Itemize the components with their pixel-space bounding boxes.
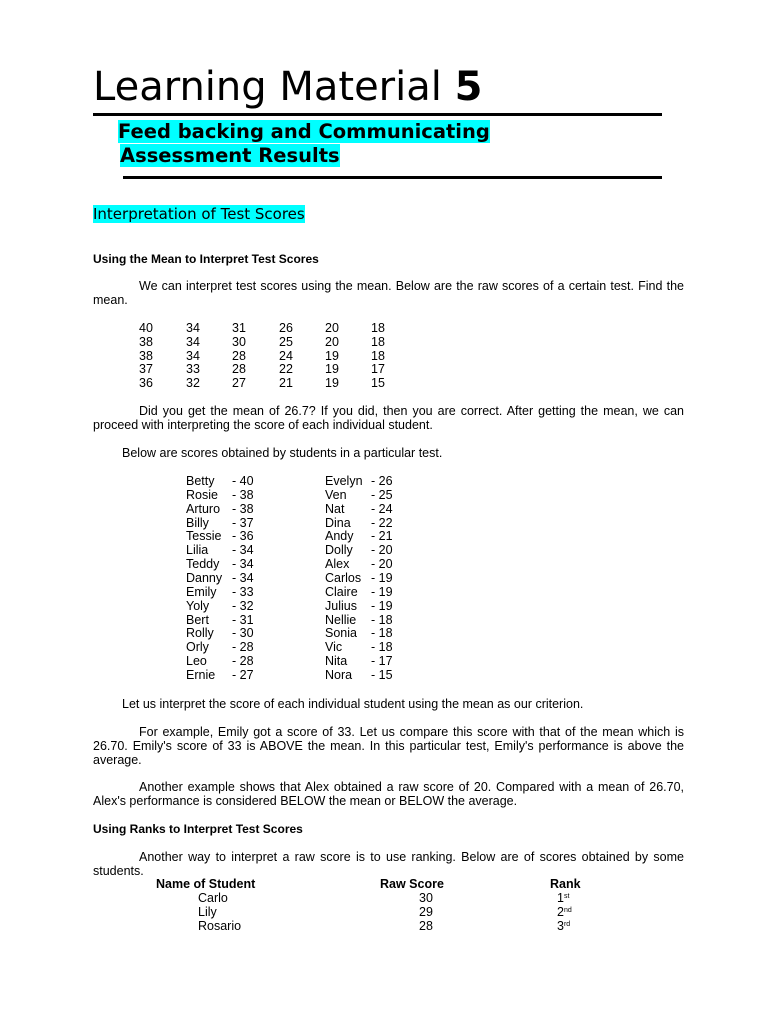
student-name: Nellie — [325, 612, 357, 627]
raw-score-cell: 38 — [139, 334, 153, 349]
raw-score-cell: 37 — [139, 362, 153, 377]
student-score: - 37 — [232, 515, 254, 530]
raw-score-cell: 21 — [279, 376, 293, 391]
mean-intro: We can interpret test scores using the mean. Below are the raw scores of a certain test. Find the mean. — [93, 279, 684, 307]
raw-score-cell: 38 — [139, 348, 153, 363]
student-name: Orly — [186, 640, 209, 655]
raw-score-cell: 34 — [186, 334, 200, 349]
rank-row-score: 28 — [419, 919, 433, 933]
raw-score-cell: 34 — [186, 321, 200, 335]
column-header-rank: Rank — [550, 877, 581, 891]
raw-score-cell: 22 — [279, 362, 293, 377]
raw-score-cell: 18 — [371, 321, 385, 335]
rank-number: 3 — [557, 919, 564, 933]
raw-score-cell: 32 — [186, 376, 200, 391]
raw-score-cell: 25 — [279, 334, 293, 349]
subtitle-rule — [123, 176, 662, 179]
student-name: Teddy — [186, 557, 220, 572]
mean-heading: Using the Mean to Interpret Test Scores — [93, 252, 319, 266]
student-score: - 34 — [232, 570, 254, 585]
student-score: - 24 — [371, 501, 393, 516]
student-name: Billy — [186, 515, 209, 530]
raw-score-cell: 30 — [232, 334, 246, 349]
rank-heading: Using Ranks to Interpret Test Scores — [93, 822, 303, 836]
raw-score-cell: 28 — [232, 348, 246, 363]
rank-row-name: Carlo — [198, 891, 228, 905]
raw-score-cell: 18 — [371, 334, 385, 349]
column-header-score: Raw Score — [380, 877, 444, 891]
page-title: Learning Material 5 — [93, 64, 483, 110]
student-score: - 19 — [371, 570, 393, 585]
rank-suffix: nd — [563, 907, 572, 914]
student-score: - 15 — [371, 667, 393, 682]
student-score: - 34 — [232, 543, 254, 558]
raw-score-cell: 19 — [325, 376, 339, 391]
student-score: - 31 — [232, 612, 254, 627]
student-score: - 28 — [232, 654, 254, 669]
student-score: - 34 — [232, 557, 254, 572]
student-score: - 33 — [232, 584, 254, 599]
raw-score-cell: 26 — [279, 321, 293, 335]
student-name: Carlos — [325, 570, 362, 585]
subtitle-line-2: Assessment Results — [120, 143, 340, 167]
student-score: - 32 — [232, 598, 254, 613]
student-score: - 17 — [371, 654, 393, 669]
student-name: Sonia — [325, 626, 357, 641]
example-emily: For example, Emily got a score of 33. Let us compare this score with that of the mean which is 26.70. Emily's score of 33 is ABOVE the mean. In this particular test, Emily's performance is above the average. — [93, 725, 684, 767]
rank-suffix: st — [563, 893, 570, 900]
rank-suffix: rd — [563, 921, 571, 928]
student-score: - 18 — [371, 626, 393, 641]
student-name: Emily — [186, 584, 217, 599]
student-name: Rolly — [186, 626, 214, 641]
student-name: Nita — [325, 654, 348, 669]
student-score: - 19 — [371, 584, 393, 599]
student-score: - 20 — [371, 557, 393, 572]
student-name: Vic — [325, 640, 343, 655]
raw-score-cell: 17 — [371, 362, 385, 377]
students-intro: Below are scores obtained by students in a particular test. — [122, 446, 443, 460]
raw-score-cell: 33 — [186, 362, 200, 377]
rank-row-score: 29 — [419, 905, 433, 919]
student-name: Ven — [325, 487, 347, 502]
rank-number: 1 — [557, 891, 564, 905]
rank-number: 2 — [557, 905, 564, 919]
student-name: Andy — [325, 529, 354, 544]
student-score: - 19 — [371, 598, 393, 613]
student-name: Dolly — [325, 543, 353, 558]
student-name: Leo — [186, 654, 207, 669]
student-score: - 27 — [232, 667, 254, 682]
student-name: Rosie — [186, 487, 218, 502]
student-score: - 25 — [371, 487, 393, 502]
raw-score-cell: 27 — [232, 376, 246, 391]
student-name: Julius — [325, 598, 357, 613]
student-score: - 38 — [232, 487, 254, 502]
rank-row-score: 30 — [419, 891, 433, 905]
student-name: Danny — [186, 570, 223, 585]
student-name: Nat — [325, 501, 345, 516]
rank-row-rank — [557, 905, 572, 919]
student-name: Evelyn — [325, 474, 363, 488]
student-score: - 22 — [371, 515, 393, 530]
raw-score-cell: 34 — [186, 348, 200, 363]
section-title: Interpretation of Test Scores — [93, 205, 305, 223]
student-score: - 18 — [371, 612, 393, 627]
student-score: - 28 — [232, 640, 254, 655]
mean-check: Did you get the mean of 26.7? If you did, then you are correct. After getting the mean, we can proceed with interpreting the score of each individual student. — [93, 404, 684, 432]
criterion-text: Let us interpret the score of each individual student using the mean as our criterion. — [122, 697, 584, 711]
student-name: Dina — [325, 515, 351, 530]
raw-score-cell: 36 — [139, 376, 153, 391]
column-header-name: Name of Student — [156, 877, 256, 891]
student-name: Tessie — [186, 529, 222, 544]
student-score: - 36 — [232, 529, 254, 544]
raw-score-cell: 15 — [371, 376, 385, 391]
subtitle — [118, 120, 490, 167]
student-name: Bert — [186, 612, 209, 627]
raw-score-cell: 28 — [232, 362, 246, 377]
rank-intro: Another way to interpret a raw score is to use ranking. Below are of scores obtained by some students. — [93, 850, 684, 878]
student-score: - 40 — [232, 474, 254, 488]
raw-score-cell: 20 — [325, 334, 339, 349]
student-name: Alex — [325, 557, 350, 572]
student-score: - 38 — [232, 501, 254, 516]
student-score: - 21 — [371, 529, 393, 544]
title-number: 5 — [454, 64, 483, 110]
student-name: Nora — [325, 667, 353, 682]
raw-score-cell: 19 — [325, 348, 339, 363]
rank-row-name: Rosario — [198, 919, 242, 933]
student-score: - 20 — [371, 543, 393, 558]
rank-row-rank — [557, 919, 570, 933]
raw-score-cell: 20 — [325, 321, 339, 335]
title-rule — [93, 113, 662, 116]
student-name: Betty — [186, 474, 215, 488]
subtitle-line-1: Feed backing and Communicating — [118, 120, 490, 143]
student-name: Lilia — [186, 543, 209, 558]
student-score: - 26 — [371, 474, 393, 488]
raw-score-cell: 40 — [139, 321, 153, 335]
raw-score-cell: 19 — [325, 362, 339, 377]
student-name: Arturo — [186, 501, 221, 516]
raw-score-cell: 31 — [232, 321, 246, 335]
student-name: Claire — [325, 584, 358, 599]
student-name: Yoly — [186, 598, 210, 613]
rank-row-name: Lily — [198, 905, 217, 919]
rank-row-rank — [557, 891, 569, 905]
raw-score-cell: 24 — [279, 348, 293, 363]
student-score: - 30 — [232, 626, 254, 641]
student-score: - 18 — [371, 640, 393, 655]
raw-score-cell: 18 — [371, 348, 385, 363]
student-name: Ernie — [186, 667, 216, 682]
example-alex: Another example shows that Alex obtained a raw score of 20. Compared with a mean of 26.70, Alex's performance is considered BELOW the mean or BELOW the average. — [93, 780, 684, 808]
